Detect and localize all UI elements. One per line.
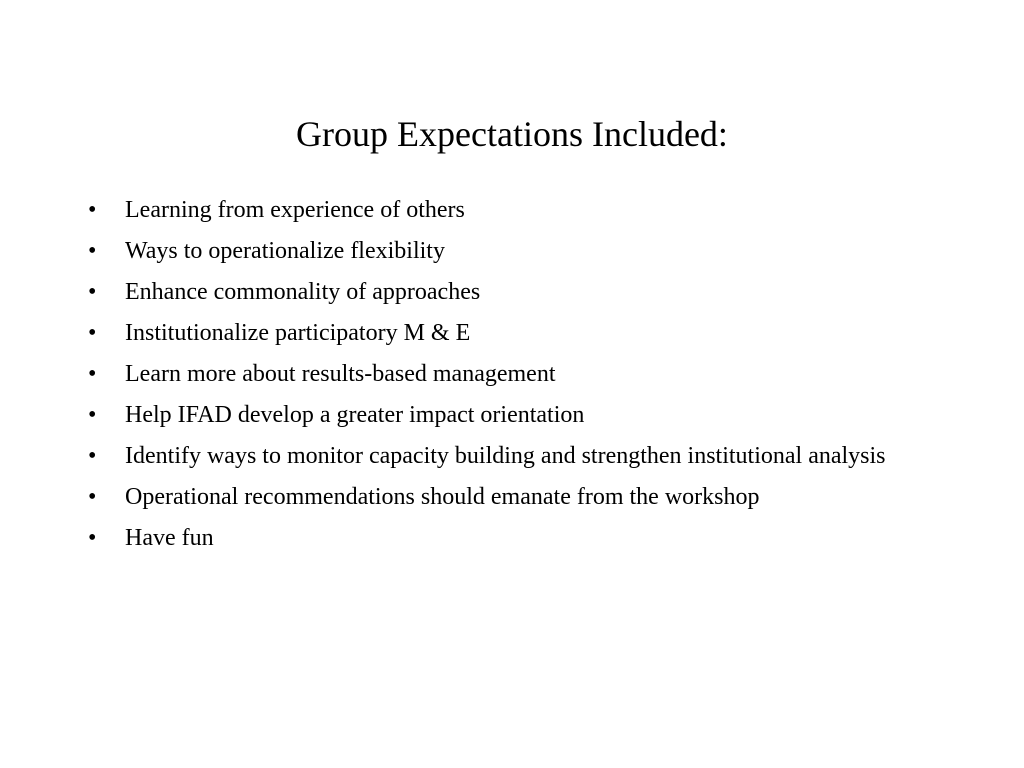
bullet-item [88, 234, 948, 268]
bullet-marker: • [88, 238, 97, 264]
bullet-item [88, 439, 948, 473]
bullet-item [88, 521, 948, 555]
bullet-item [88, 275, 948, 309]
bullet-marker: • [88, 525, 97, 551]
bullet-text: Learn more about results-based management [125, 361, 556, 387]
bullet-marker: • [88, 443, 97, 469]
bullet-marker: • [88, 484, 97, 510]
bullet-item [88, 357, 948, 391]
bullet-marker: • [88, 402, 97, 428]
bullet-marker: • [88, 279, 97, 305]
bullet-list [88, 193, 948, 562]
bullet-text: Institutionalize participatory M & E [125, 320, 471, 346]
bullet-text: Identify ways to monitor capacity building and strengthen institutional analysis [125, 443, 886, 469]
bullet-marker: • [88, 361, 97, 387]
bullet-text: Operational recommendations should emanate from the workshop [125, 484, 760, 510]
bullet-text: Ways to operationalize flexibility [125, 238, 445, 264]
bullet-item [88, 480, 948, 514]
bullet-text: Help IFAD develop a greater impact orientation [125, 402, 585, 428]
bullet-text: Enhance commonality of approaches [125, 279, 481, 305]
bullet-text: Learning from experience of others [125, 197, 465, 223]
bullet-marker: • [88, 197, 97, 223]
bullet-item [88, 193, 948, 227]
bullet-marker: • [88, 320, 97, 346]
bullet-item [88, 398, 948, 432]
bullet-item [88, 316, 948, 350]
bullet-text: Have fun [125, 525, 214, 551]
slide-title: Group Expectations Included: [296, 114, 728, 154]
